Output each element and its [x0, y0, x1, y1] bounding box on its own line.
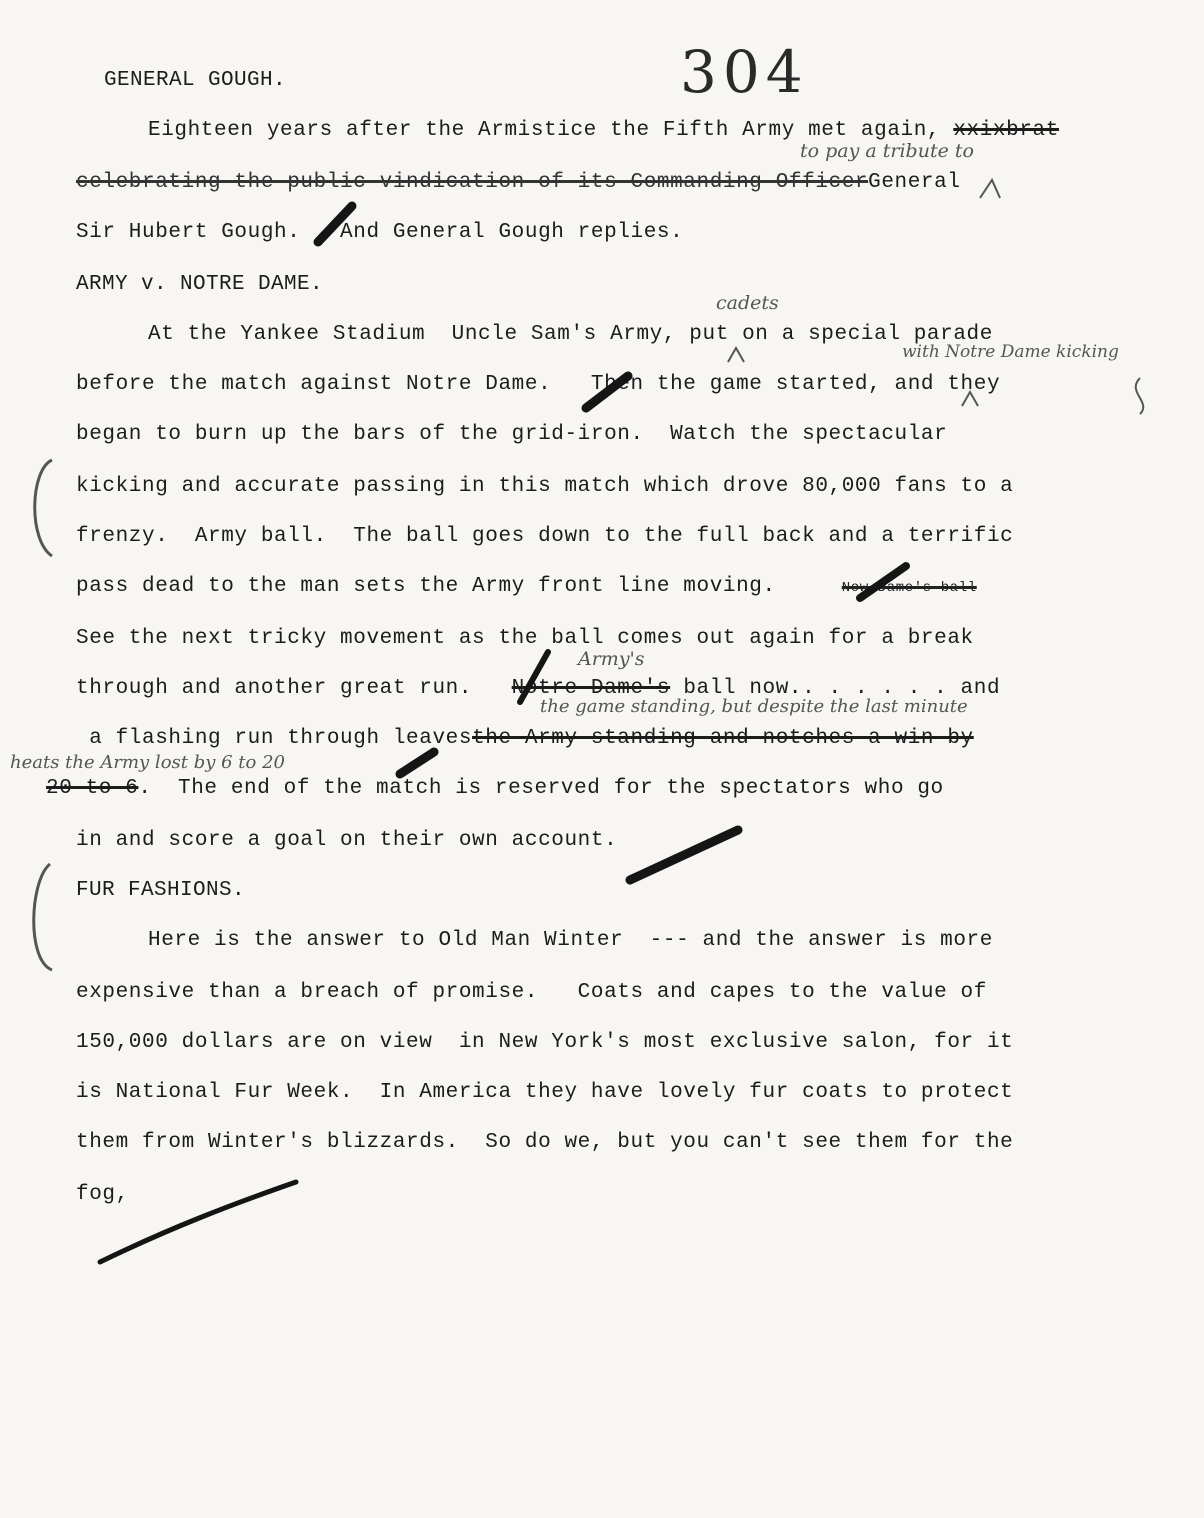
story2-line1: At the Yankee Stadium Uncle Sam's Army, put on a special parade [148, 323, 993, 346]
paragraph-mark [1136, 378, 1144, 414]
story1-line1: Eighteen years after the Armistice the Fifth Army met again, xxixbrat [148, 119, 1059, 142]
story1-struck-word: xxixbrat [953, 119, 1059, 142]
end-flourish-mark [100, 1182, 296, 1262]
slash-mark-account [630, 830, 738, 880]
story2-line5: frenzy. Army ball. The ball goes down to the full back and a terrific [76, 525, 1014, 548]
story1-handwritten-insert: to pay a tribute to [800, 140, 974, 162]
story2-line3: began to burn up the bars of the grid-iron. Watch the spectacular [76, 423, 948, 446]
slash-mark-score [400, 752, 434, 774]
story2-line9: a flashing run through leavesthe Army standing and notches a win by [76, 727, 974, 750]
slash-mark-notre-dame [586, 376, 628, 408]
slash-mark-run [520, 652, 548, 702]
story3-line3: 150,000 dollars are on view in New York's most exclusive salon, for it [76, 1031, 1014, 1054]
slash-mark-gough [318, 206, 352, 242]
story2-struck-score: 20 to 6 [46, 777, 139, 800]
caret-mark-army [728, 348, 744, 362]
handwritten-insert-armys: Army's [578, 648, 645, 670]
story3-line5: them from Winter's blizzards. So do we, but you can't see them for the [76, 1131, 1014, 1154]
bracket-mark-kicking [35, 460, 52, 556]
story2-line4: kicking and accurate passing in this match which drove 80,000 fans to a [76, 475, 1014, 498]
story3-line1: Here is the answer to Old Man Winter --- and the answer is more [148, 929, 993, 952]
slash-mark-moving [860, 566, 906, 598]
story-heading-army-notre-dame: ARMY v. NOTRE DAME. [76, 273, 324, 296]
story2-struck-win: the Army standing and notches a win by [472, 727, 974, 750]
story2-struck-notre-dames: Notre Dame's [511, 677, 671, 700]
story2-line10: 20 to 6. The end of the match is reserved for the spectators who go [46, 777, 944, 800]
handwritten-insert-standing: the game standing, but despite the last minute [540, 696, 968, 717]
story3-line2: expensive than a breach of promise. Coats and capes to the value of [76, 981, 987, 1004]
story1-struck-phrase: celebrating the public vindication of its Commanding Officer [76, 171, 869, 194]
story3-line4: is National Fur Week. In America they have lovely fur coats to protect [76, 1081, 1014, 1104]
story-heading-fur-fashions: FUR FASHIONS. [76, 879, 246, 902]
folio-number: 304 [680, 38, 809, 106]
story1-line2: celebrating the public vindication of its Commanding OfficerGeneral [76, 171, 961, 194]
bracket-mark-fur [34, 864, 52, 970]
story2-struck-run: Now Dame's ball [841, 580, 977, 596]
story2-line6: pass dead to the man sets the Army front line moving. Now Dame's ball [76, 575, 977, 598]
story2-line7: See the next tricky movement as the ball comes out again for a break [76, 627, 974, 650]
caret-mark-general [980, 180, 1000, 198]
caret-mark-started [962, 392, 978, 406]
handwritten-insert-cadets: cadets [716, 292, 779, 314]
story2-line11: in and score a goal on their own account. [76, 829, 618, 852]
story2-line8: through and another great run. Notre Dame's ball now.. . . . . . and [76, 677, 1001, 700]
story-heading-general-gough: GENERAL GOUGH. [104, 69, 287, 92]
story1-line3: Sir Hubert Gough. And General Gough replies. [76, 221, 684, 244]
handwritten-margin-note-score: heats the Army lost by 6 to 20 [10, 752, 286, 773]
story3-line6: fog, [76, 1183, 129, 1206]
story2-line2: before the match against Notre Dame. Then the game started, and they [76, 373, 1001, 396]
handwritten-insert-kicking: with Notre Dame kicking [902, 342, 1119, 362]
